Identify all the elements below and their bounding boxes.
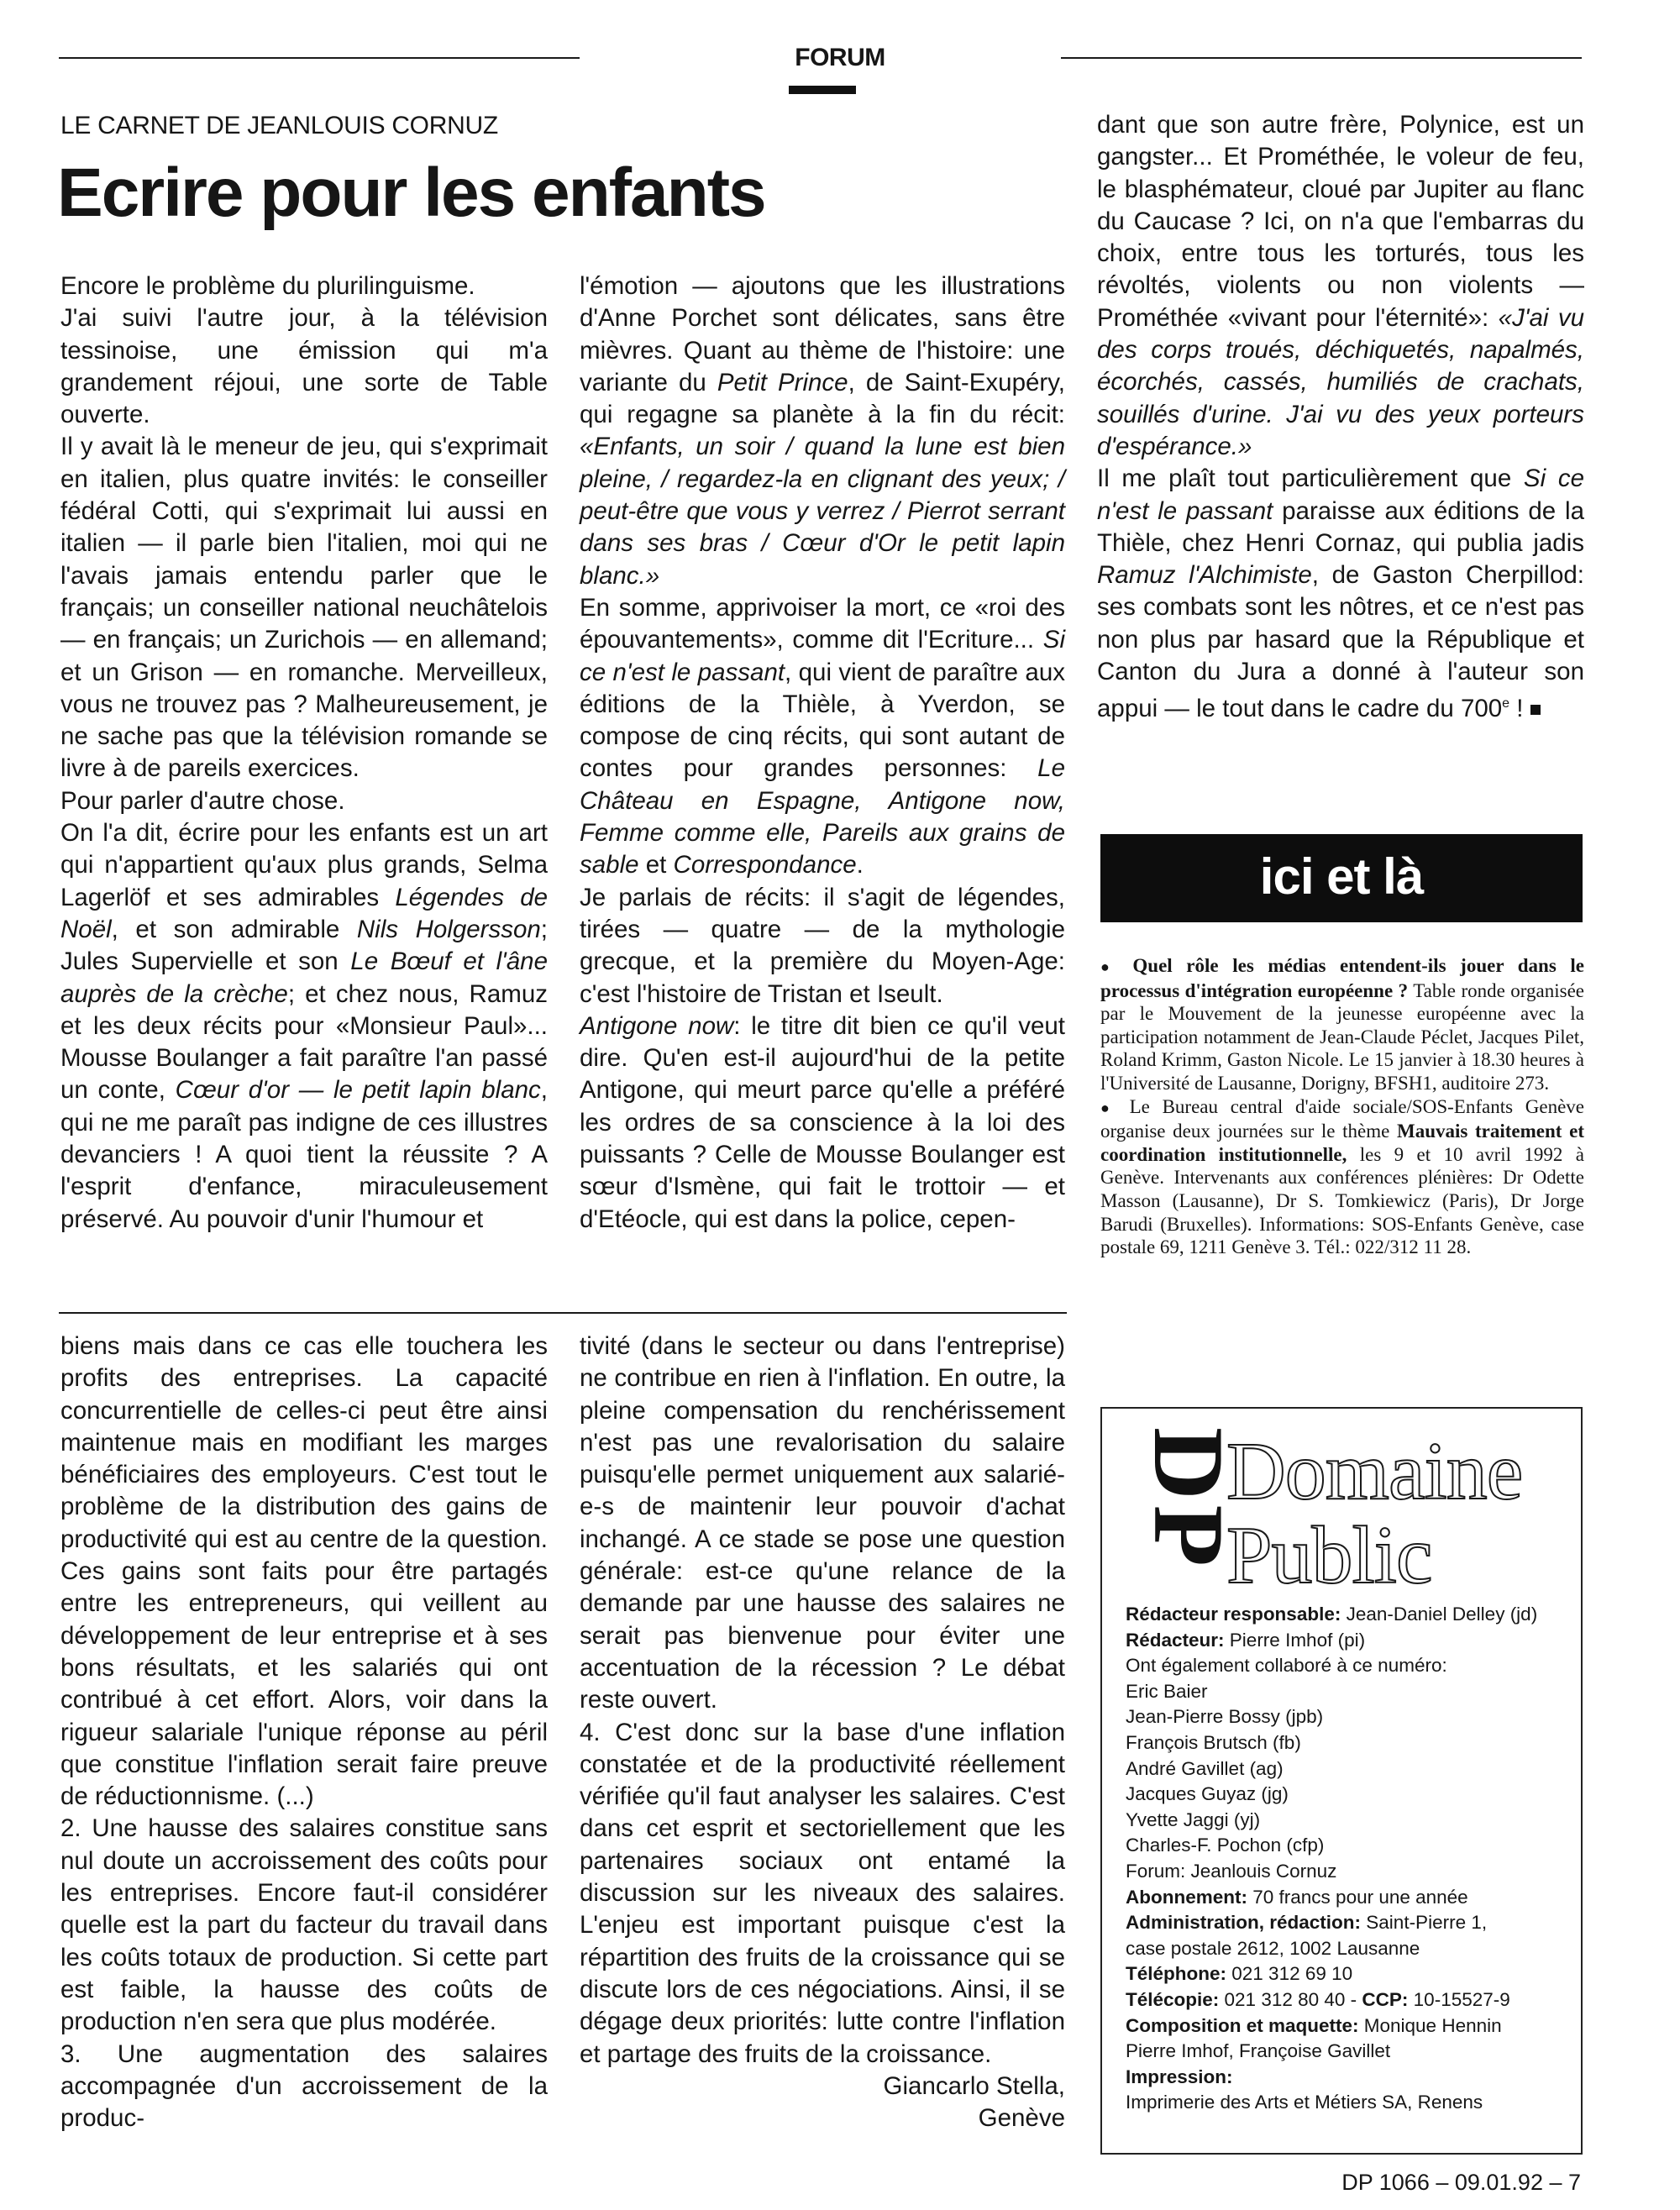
article-column-1: Encore le problème du plurilinguisme. J'ai suivi l'autre jour, à la télévision tessinoise, une émission qui m'a grandement réjoui, une sorte de Table ouverte. Il y avait là le meneur de jeu, qui s'exprimait en italien, plus quatre invités: le conseiller fédéral Cotti, qui s'exprimait lui aussi en italien — il parle bien l'italien, moi qui ne l'avais jamais entendu parler que le français; un conseiller national neuchâtelois — en français; un Zurichois — en allemand; et un Grison — en romanche. Merveilleux, vous ne trouvez pas ? Malheureusement, je ne sache pas que la télévision romande se livre à de pareils exercices. Pour parler d'autre chose. On l'a dit, écrire pour les enfants est un art qui n'appartient qu'aux plus grands, Selma Lagerlöf et ses admirables Légendes de Noël, et son admirable Nils Holgersson; Jules Supervielle et son Le Bœuf et l'âne auprès de la crèche; et chez nous, Ramuz et les deux récits pour «Monsieur Paul»... Mousse Boulanger a fait paraître l'an passé un conte, Cœur d'or — le petit lapin blanc, qui ne me paraît pas indigne de ces illustres devanciers ! A quoi tient la réussite ? A l'esprit d'enfance, miraculeusement préservé. Au pouvoir d'unir l'humour et <box>60 272 549 1233</box>
credit-line: Rédacteur: Pierre Imhof (pi) <box>1126 1629 1366 1651</box>
header-rule-left <box>59 57 580 59</box>
masthead-logo-word-1: Domaine <box>1226 1426 1523 1517</box>
article-title: Ecrire pour les enfants <box>57 155 765 231</box>
news-item-2: ● Le Bureau central d'aide sociale/SOS-Enfants Genève organise deux journées sur le thème Mauvais traitement et coordination institutionnelle, les 9 et 10 avril 1992 à Genève. Intervenants aux conférences plénières: Dr Odette Masson (Lausanne), Dr S. Tomkiewicz (Paris), Dr Jorge Barudi (Bruxelles). Informations: SOS-Enfants Genève, case postale 69, 1211 Genève 3. Tél.: 022/312 11 28. <box>1100 1095 1585 1258</box>
article-kicker: LE CARNET DE JEANLOUIS CORNUZ <box>60 112 498 139</box>
news-item-1: ● Quel rôle les médias entendent-ils jouer dans le processus d'intégration européenne ? Table ronde organisée par le Mouvement de la jeunesse européenne avec la participation notamment de Jean-Claude Péclet, Jacques Pilet, Roland Krimm, Gaston Nicole. Le 15 janvier à 18.30 heures à l'Université de Lausanne, Dorigny, BFSH1, auditoire 273. <box>1100 955 1584 1094</box>
article-column-2: l'émotion — ajoutons que les illustrations d'Anne Porchet sont délicates, sans être mièvres. Quant au thème de l'histoire: une variante du Petit Prince, de Saint-Exupéry, qui regagne sa planète à la fin du récit: «Enfants, un soir / quand la lune est bien pleine, / regardez-la en clignant des yeux; / peut-être que vous y verrez / Pierrot serrant dans ses bras / Cœur d'Or le petit lapin blanc.» En somme, apprivoiser la mort, ce «roi des épouvantements», comme dit l'Ecriture... Si ce n'est le passant, qui vient de paraître aux éditions de la Thièle, à Yverdon, se compose de cinq récits, qui sont autant de contes pour grandes personnes: Le Château en Espagne, Antigone now, Femme comme elle, Pareils aux grains de sable et Correspondance. Je parlais de récits: il s'agit de légendes, tirées — quatre — de la mythologie grecque, et la première du Moyen-Age: c'est l'histoire de Tristan et Iseult. Antigone now: le titre dit bien ce qu'il veut dire. Qu'en est-il aujourd'hui de la petite Antigone, qui meurt parce qu'elle a préféré les ordres de sa conscience à la loi des puissants ? Celle de Mousse Boulanger est sœur d'Ismène, qui fait le trottoir — et d'Etéocle, qui est dans la police, cepen- <box>580 272 1065 1233</box>
credit-line: Composition et maquette: Monique Hennin <box>1126 2014 1502 2036</box>
article-divider <box>59 1312 1067 1314</box>
credit-line: Impression: <box>1126 2066 1233 2087</box>
credit-line: Eric Baier <box>1126 1680 1208 1702</box>
masthead-logo-letters: DP <box>1133 1427 1245 1572</box>
section-label: FORUM <box>795 44 885 71</box>
credit-line: Yvette Jaggi (yj) <box>1126 1808 1261 1830</box>
credit-line: Jean-Pierre Bossy (jpb) <box>1126 1706 1324 1728</box>
credit-line: François Brutsch (fb) <box>1126 1731 1301 1753</box>
masthead-logo-word-2: Public <box>1226 1510 1432 1601</box>
credit-line: Ont également collaboré à ce numéro: <box>1126 1655 1447 1677</box>
credit-line: Abonnement: 70 francs pour une année <box>1126 1886 1468 1908</box>
sidebar-news <box>1100 954 1584 1259</box>
credit-line: Administration, rédaction: Saint-Pierre 1, <box>1126 1912 1488 1934</box>
credit-line: Imprimerie des Arts et Métiers SA, Renens <box>1126 2092 1483 2113</box>
page-folio: DP 1066 – 09.01.92 – 7 <box>1341 2170 1581 2195</box>
header-rule-right <box>1061 57 1582 59</box>
salary-column-2: tivité (dans le secteur ou dans l'entreprise) ne contribue en rien à l'inflation. En outre, la pleine compensation du renchérissement n'est pas une revalorisation du salaire puisqu'elle permet uniquement aux salarié-e-s de maintenir leur pouvoir d'achat inchangé. A ce stade se pose une question générale: est-ce qu'une relance de la demande par une hausse des salaires ne serait pas bienvenue pour éviter une accentuation de la récession ? Le débat reste ouvert. 4. C'est donc sur la base d'une inflation constatée et de la productivité réellement vérifiée qu'il faut analyser les salaires. C'est dans cet esprit et sectoriellement que les partenaires sociaux ont entamé la discussion sur les niveaux des salaires. L'enjeu est important puisque c'est la répartition des fruits de la croissance qui se discute lors de ces négociations. Ainsi, il se dégage deux priorités: lutte contre l'inflation et partage des fruits de la croissance. Giancarlo Stella, Genève <box>580 1332 1065 2133</box>
salary-column-1: biens mais dans ce cas elle touchera les profits des entreprises. La capacité concurrentielle de celles-ci peut être ainsi maintenue mais en modifiant les marges bénéficiaires des employeurs. C'est tout le problème de la distribution des gains de productivité qui est au centre de la question. Ces gains sont faits pour être partagés entre les entrepreneurs, qui veillent au développement de leur entreprise et à ses bons résultats, et les salariés qui ont contribué à cet effort. Alors, voir dans la rigueur salariale l'unique réponse au péril que constitue l'inflation serait faire preuve de réductionnisme. (...) 2. Une hausse des salaires constitue sans nul doute un accroissement des coûts pour les entreprises. Encore faut-il considérer quelle est la part du facteur du travail dans les coûts totaux de production. Si cette part est faible, la hausse des coûts de production n'en sera que plus modérée. 3. Une augmentation des salaires accompagnée d'un accroissement de la produc- <box>60 1332 548 2133</box>
credit-line: Jacques Guyaz (jg) <box>1126 1783 1289 1805</box>
article-column-3: dant que son autre frère, Polynice, est un gangster... Et Prométhée, le voleur de feu, le blasphémateur, cloué par Jupiter au flanc du Caucase ? Ici, on n'a que l'embarras du choix, entre tous les torturés, tous les révoltés, violents ou non violents — Prométhée «vivant pour l'éternité»: «J'ai vu des corps troués, déchiquetés, napalmés, écorchés, cassés, humiliés de crachats, souillés d'urine. J'ai vu des yeux porteurs d'espérance.» Il me plaît tout particulièrement que Si ce n'est le passant paraisse aux éditions de la Thièle, chez Henri Cornaz, qui publia jadis Ramuz l'Alchimiste, de Gaston Cherpillod: ses combats sont les nôtres, et ce n'est pas non plus par hasard que la République et Canton du Jura a donné à l'auteur son appui — le tout dans le cadre du 700e ! <box>1097 111 1584 723</box>
sidebar-heading: ici et là <box>1259 848 1424 905</box>
section-marker <box>789 86 856 94</box>
credit-line: André Gavillet (ag) <box>1126 1757 1284 1779</box>
credit-line: Pierre Imhof, Françoise Gavillet <box>1126 2040 1391 2062</box>
credit-line: case postale 2612, 1002 Lausanne <box>1126 1937 1420 1959</box>
credit-line: Téléphone: 021 312 69 10 <box>1126 1963 1353 1985</box>
credit-line: Charles-F. Pochon (cfp) <box>1126 1835 1325 1856</box>
credit-line: Rédacteur responsable: Jean-Daniel Delley (jd) <box>1126 1604 1538 1625</box>
credit-line: Forum: Jeanlouis Cornuz <box>1126 1860 1337 1882</box>
masthead-credits <box>1126 1602 1571 2116</box>
credit-line: Télécopie: 021 312 80 40 - CCP: 10-15527-9 <box>1126 1988 1510 2010</box>
